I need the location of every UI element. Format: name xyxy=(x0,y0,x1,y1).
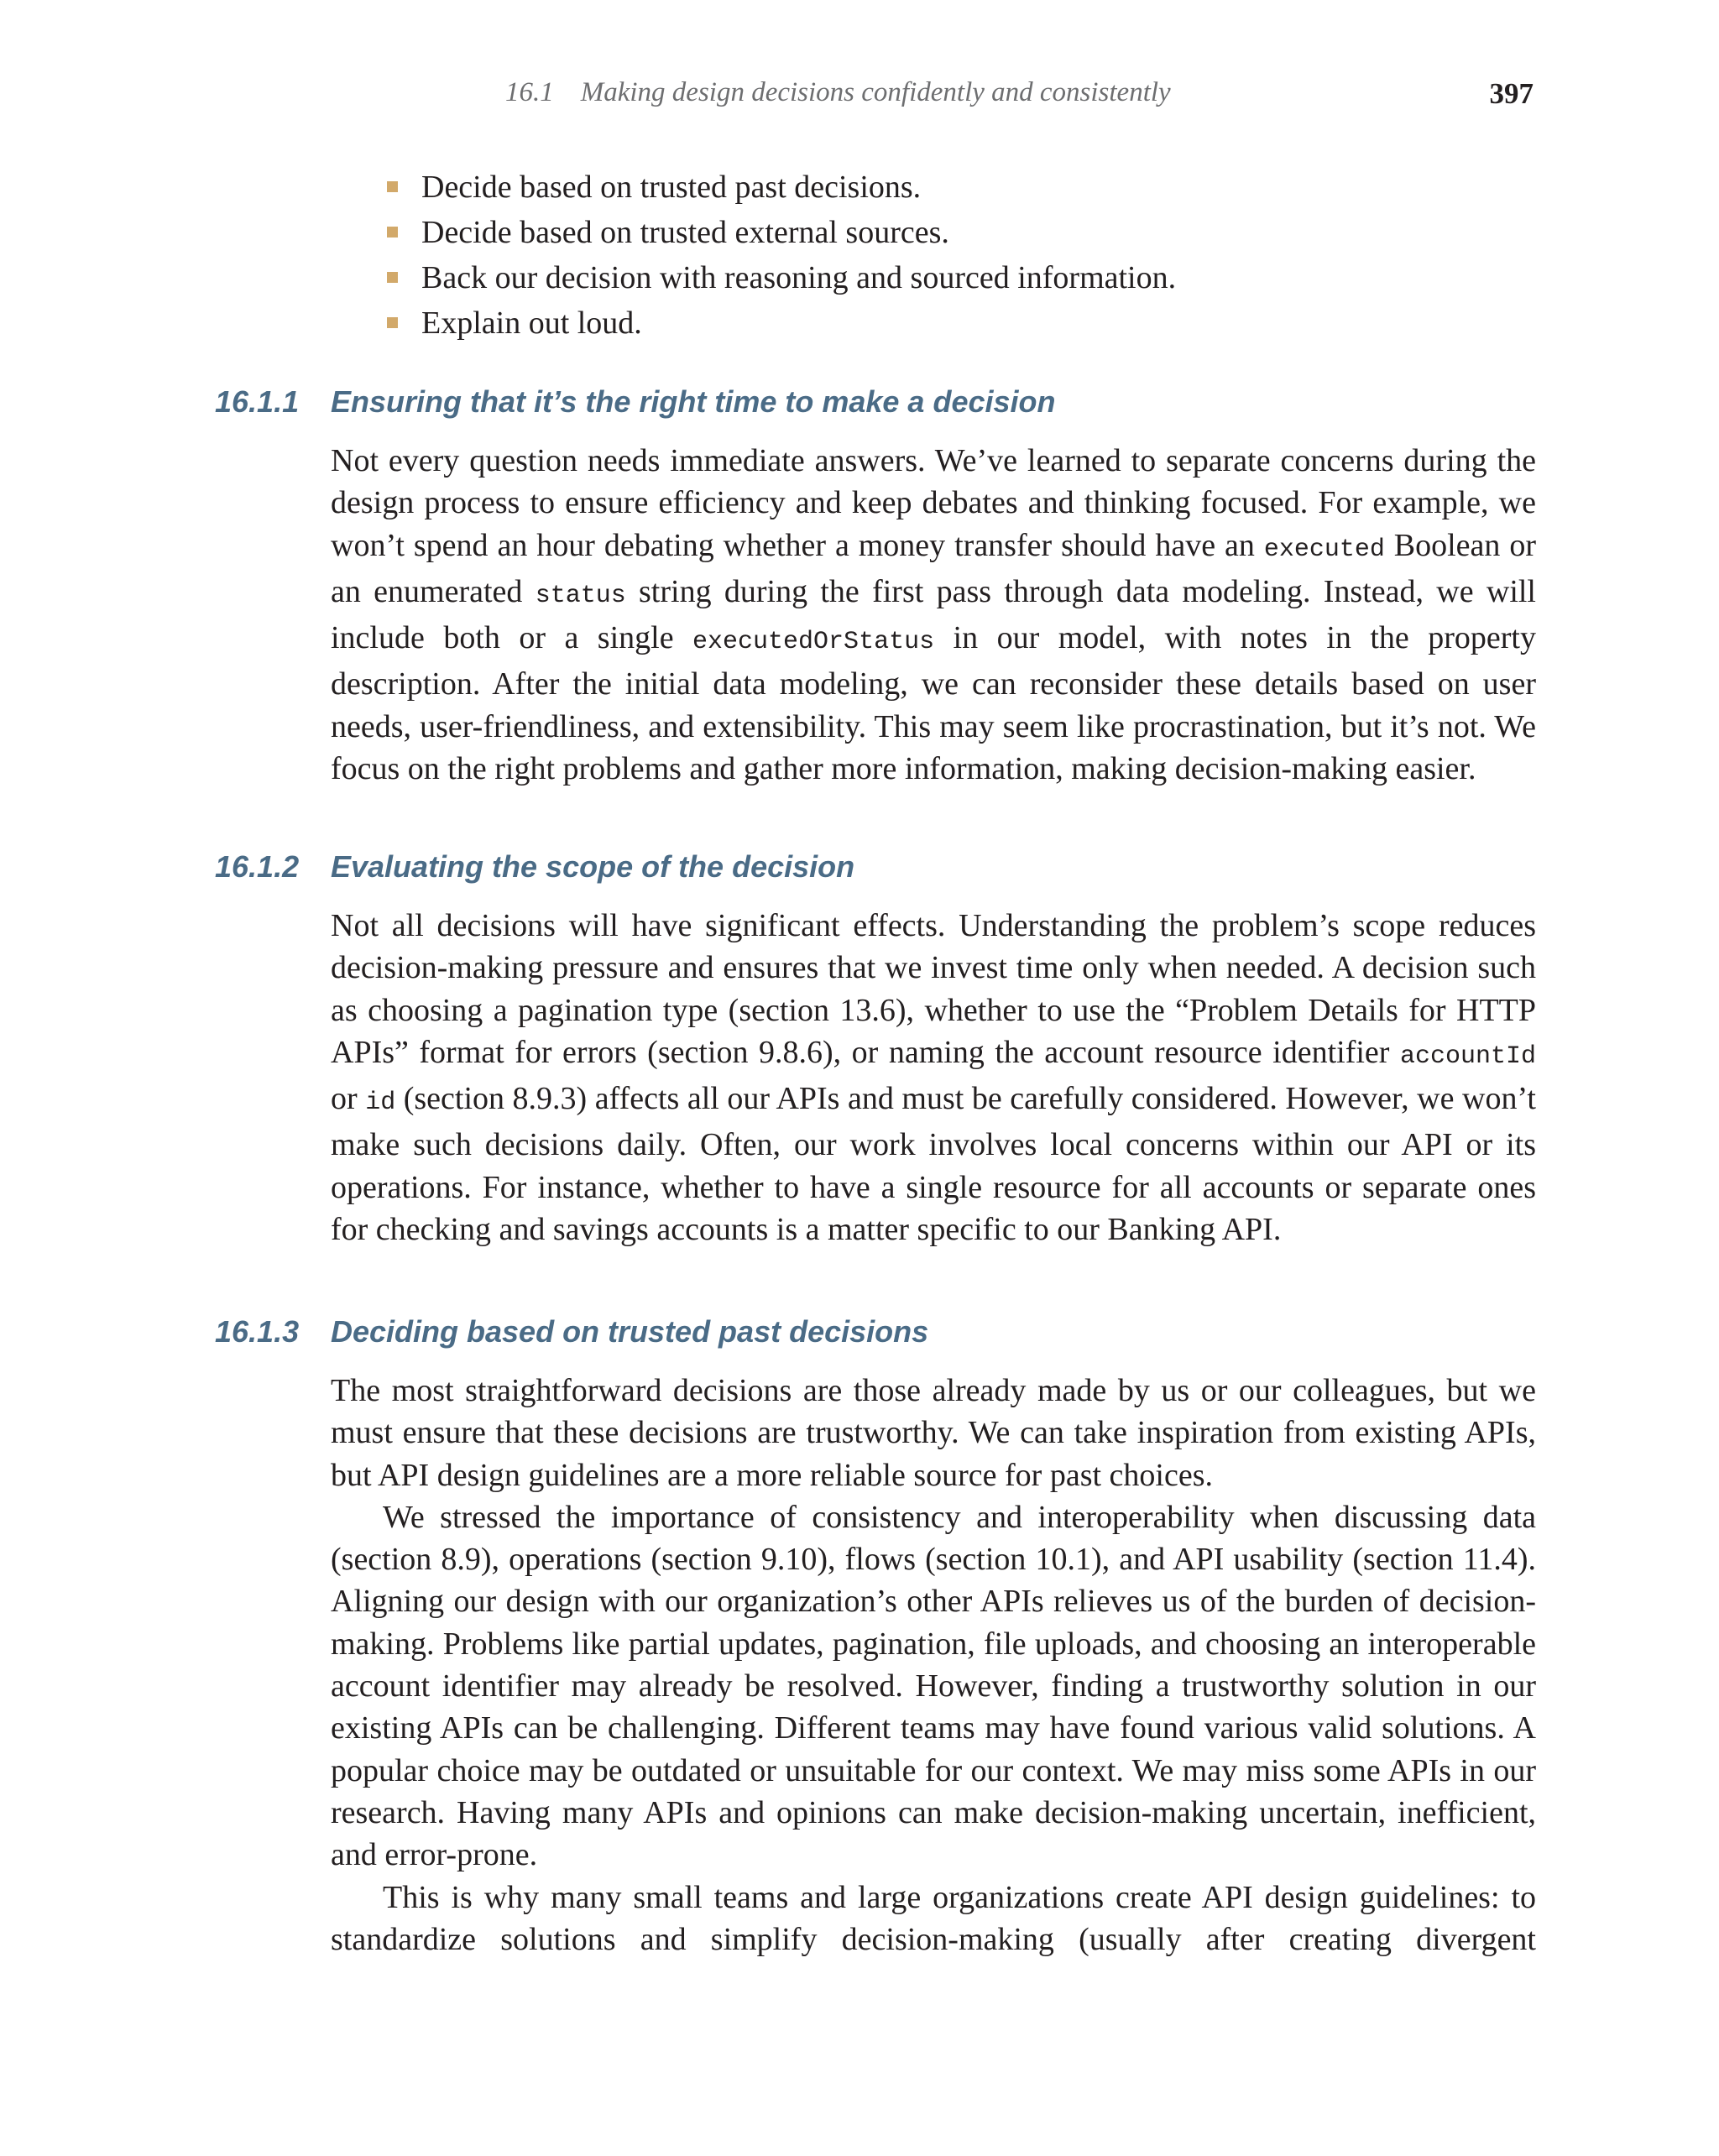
paragraph: The most straightforward decisions are those already made by us or our colleagues, but we must ensure that these decisions are trustworthy. We can take inspiration from existing APIs, but API design guidelines are a more reliable source for past choices. xyxy=(331,1373,1536,1493)
section-body-16-1-1 xyxy=(331,440,1536,790)
running-section-number: 16.1 xyxy=(505,77,554,107)
section-body-16-1-3 xyxy=(331,1370,1536,1960)
section-body-16-1-2 xyxy=(331,905,1536,1250)
paragraph-text: (section 8.9.3) affects all our APIs and must be carefully considered. However, we won’t make such decisions daily. Often, our work involves local concerns within our API or its operations. For instance, whether to have a single resource for all accounts or separate ones for checking and savings accounts is a matter specific to our Banking API. xyxy=(331,1081,1536,1248)
inline-code: status xyxy=(535,581,626,610)
section-heading-16-1-2 xyxy=(215,849,854,885)
paragraph-text: Not every question needs immediate answers. We’ve learned to separate concerns during the design process to ensure efficiency and keep debates and thinking focused. For example, we won’t spend an hour debating whether a money transfer should have an xyxy=(331,443,1536,563)
paragraph-text: in our model, with notes in the property description. After the initial data modeling, we can reconsider these details based on user needs, user-friendliness, and extensibility. This may seem like procrastination, but it’s not. We focus on the right problems and gather more information, making decision-making easier. xyxy=(331,620,1536,787)
inline-code: executed xyxy=(1263,535,1385,564)
running-title xyxy=(505,77,1171,108)
section-title: Deciding based on trusted past decisions xyxy=(331,1314,929,1349)
paragraph-text: or xyxy=(331,1081,366,1117)
section-number: 16.1.3 xyxy=(215,1314,300,1349)
square-bullet-icon xyxy=(387,272,398,283)
square-bullet-icon xyxy=(387,227,398,238)
square-bullet-icon xyxy=(387,317,398,328)
paragraph-text: Boolean or an enumerated xyxy=(331,527,1536,609)
list-item-text: Decide based on trusted external sources. xyxy=(421,215,949,250)
list-item-text: Decide based on trusted past decisions. xyxy=(421,170,922,205)
inline-code: id xyxy=(365,1088,396,1118)
section-heading-16-1-3 xyxy=(215,1314,928,1349)
page-number: 397 xyxy=(1489,77,1534,110)
paragraph xyxy=(331,440,1536,790)
running-section-title: Making design decisions confidently and consistently xyxy=(580,77,1171,107)
paragraph: This is why many small teams and large organizations create API design guidelines: to standardize solutions and simplify decision-making (usually after creating divergent xyxy=(331,1879,1536,1957)
list-item-text: Explain out loud. xyxy=(421,305,642,341)
list-item xyxy=(381,300,1556,346)
section-title: Evaluating the scope of the decision xyxy=(331,849,855,884)
list-item xyxy=(381,210,1556,255)
running-header xyxy=(0,77,1719,119)
list-item xyxy=(381,164,1556,210)
inline-code: executedOrStatus xyxy=(692,628,935,657)
section-title: Ensuring that it’s the right time to make a decision xyxy=(331,384,1056,419)
paragraph: We stressed the importance of consistency and interoperability when discussing data (section 8.9), operations (section 9.10), flows (section 10.1), and API usability (section 11.4). Aligning our design with our organization’s other APIs relieves us of the burden of decision-making. Problems like partial updates, pagination, file uploads, and choosing an interoperable account identifier may already be resolved. However, finding a trustworthy solution in our existing APIs can be challenging. Different teams may have found various valid solutions. A popular choice may be outdated or unsuitable for our context. We may miss some APIs in our research. Having many APIs and opinions can make decision-making uncertain, inefficient, and error-prone. xyxy=(331,1499,1536,1873)
bullet-list xyxy=(381,164,1556,346)
section-number: 16.1.1 xyxy=(215,384,300,419)
list-item-text: Back our decision with reasoning and sourced information. xyxy=(421,260,1177,295)
paragraph xyxy=(331,905,1536,1250)
section-number: 16.1.2 xyxy=(215,849,300,884)
inline-code: accountId xyxy=(1399,1041,1536,1071)
list-item xyxy=(381,255,1556,300)
paragraph-text: Not all decisions will have significant effects. Understanding the problem’s scope reduces decision-making pressure and ensures that we invest time only when needed. A decision such as choosing a pagination type (section 13.6), whether to use the “Problem Details for HTTP APIs” format for errors (section 9.8.6), or naming the account resource identifier xyxy=(331,908,1536,1070)
paragraph-text: string during the first pass through data modeling. Instead, we will include both or a single xyxy=(331,573,1536,656)
square-bullet-icon xyxy=(387,181,398,192)
section-heading-16-1-1 xyxy=(215,384,1056,420)
